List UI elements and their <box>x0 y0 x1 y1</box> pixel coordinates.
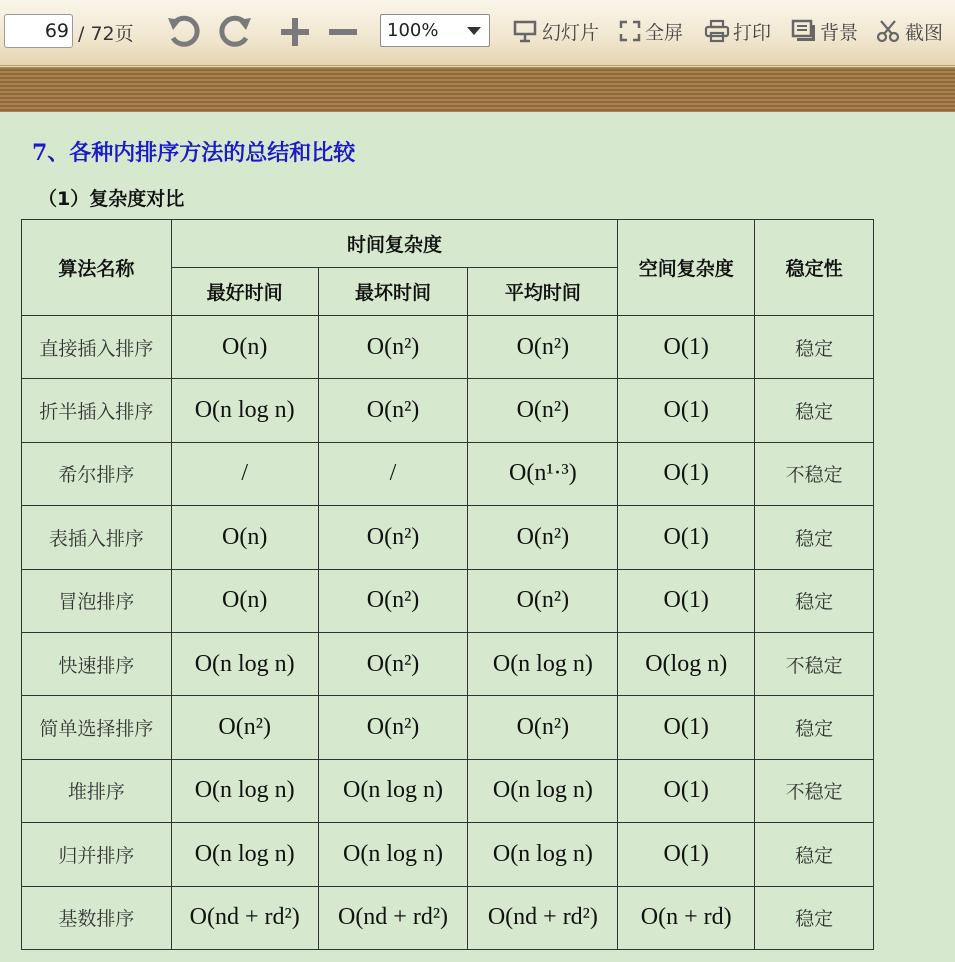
average-time: O(n log n) <box>468 759 618 822</box>
space-complexity: O(log n) <box>618 632 755 695</box>
rotate-right-icon[interactable] <box>216 12 256 52</box>
table-row <box>22 569 874 632</box>
average-time: O(n log n) <box>468 823 618 886</box>
algorithm-name: 归并排序 <box>22 823 172 886</box>
algorithm-name: 基数排序 <box>22 886 172 949</box>
worst-time: O(nd + rd²) <box>318 886 468 949</box>
slideshow-button[interactable] <box>513 18 599 44</box>
best-time: O(n log n) <box>171 823 318 886</box>
average-time: O(n²) <box>468 569 618 632</box>
table-row <box>22 886 874 949</box>
background-icon <box>791 19 817 43</box>
zoom-out-icon[interactable] <box>323 12 363 52</box>
algorithm-name: 折半插入排序 <box>22 379 172 442</box>
complexity-table <box>21 219 874 950</box>
table-row <box>22 316 874 379</box>
slideshow-icon <box>513 19 539 43</box>
algorithm-name: 堆排序 <box>22 759 172 822</box>
average-time: O(n²) <box>468 696 618 759</box>
print-button[interactable] <box>704 18 771 44</box>
header-worst: 最坏时间 <box>318 268 468 316</box>
table-row <box>22 632 874 695</box>
space-complexity: O(1) <box>618 759 755 822</box>
worst-time: O(n²) <box>318 379 468 442</box>
stability: 稳定 <box>755 696 874 759</box>
stability: 稳定 <box>755 506 874 569</box>
space-complexity: O(1) <box>618 506 755 569</box>
algorithm-name: 希尔排序 <box>22 442 172 505</box>
space-complexity: O(1) <box>618 696 755 759</box>
space-complexity: O(1) <box>618 316 755 379</box>
worst-time: / <box>318 442 468 505</box>
table-row <box>22 442 874 505</box>
stability: 稳定 <box>755 316 874 379</box>
best-time: O(n) <box>171 316 318 379</box>
header-average: 平均时间 <box>468 268 618 316</box>
space-complexity: O(1) <box>618 823 755 886</box>
space-complexity: O(1) <box>618 379 755 442</box>
screenshot-button[interactable] <box>876 18 943 44</box>
worst-time: O(n²) <box>318 316 468 379</box>
best-time: / <box>171 442 318 505</box>
algorithm-name: 直接插入排序 <box>22 316 172 379</box>
algorithm-name: 冒泡排序 <box>22 569 172 632</box>
space-complexity: O(1) <box>618 442 755 505</box>
average-time: O(n²) <box>468 316 618 379</box>
toolbar <box>0 0 955 66</box>
screenshot-label: 截图 <box>905 21 944 44</box>
table-row <box>22 696 874 759</box>
background-button[interactable] <box>791 18 858 44</box>
stability: 稳定 <box>755 886 874 949</box>
stability: 稳定 <box>755 379 874 442</box>
scissors-icon <box>876 19 902 43</box>
fullscreen-button[interactable] <box>618 18 683 44</box>
average-time: O(nd + rd²) <box>468 886 618 949</box>
best-time: O(n log n) <box>171 759 318 822</box>
header-time-complexity: 时间复杂度 <box>171 220 618 268</box>
best-time: O(n) <box>171 506 318 569</box>
zoom-select[interactable] <box>380 14 490 47</box>
table-row <box>22 506 874 569</box>
page-number-input[interactable]: 69 <box>4 14 73 48</box>
chevron-down-icon <box>467 27 481 35</box>
best-time: O(n) <box>171 569 318 632</box>
space-complexity: O(1) <box>618 569 755 632</box>
best-time: O(nd + rd²) <box>171 886 318 949</box>
algorithm-name: 快速排序 <box>22 632 172 695</box>
worst-time: O(n²) <box>318 506 468 569</box>
average-time: O(n¹·³) <box>468 442 618 505</box>
header-stability: 稳定性 <box>755 220 874 316</box>
stability: 不稳定 <box>755 632 874 695</box>
background-label: 背景 <box>820 21 859 44</box>
worst-time: O(n log n) <box>318 823 468 886</box>
average-time: O(n²) <box>468 506 618 569</box>
algorithm-name: 简单选择排序 <box>22 696 172 759</box>
print-label: 打印 <box>733 21 772 44</box>
printer-icon <box>704 19 730 43</box>
algorithm-name: 表插入排序 <box>22 506 172 569</box>
table-row <box>22 823 874 886</box>
header-best: 最好时间 <box>171 268 318 316</box>
average-time: O(n²) <box>468 379 618 442</box>
zoom-in-icon[interactable] <box>275 12 315 52</box>
header-algorithm: 算法名称 <box>22 220 172 316</box>
best-time: O(n²) <box>171 696 318 759</box>
average-time: O(n log n) <box>468 632 618 695</box>
best-time: O(n log n) <box>171 379 318 442</box>
best-time: O(n log n) <box>171 632 318 695</box>
slideshow-label: 幻灯片 <box>542 21 600 44</box>
document-page <box>0 112 955 962</box>
toolbar-divider-stripe <box>0 67 955 112</box>
stability: 不稳定 <box>755 759 874 822</box>
worst-time: O(n²) <box>318 632 468 695</box>
stability: 稳定 <box>755 569 874 632</box>
section-title: 7、各种内排序方法的总结和比较 <box>32 140 356 166</box>
page-total: / 72页 <box>78 23 134 45</box>
rotate-left-icon[interactable] <box>163 12 203 52</box>
table-row <box>22 379 874 442</box>
stability: 不稳定 <box>755 442 874 505</box>
worst-time: O(n log n) <box>318 759 468 822</box>
table-row <box>22 759 874 822</box>
section-subtitle: （1）复杂度对比 <box>38 188 185 210</box>
header-space: 空间复杂度 <box>618 220 755 316</box>
fullscreen-label: 全屏 <box>645 21 684 44</box>
worst-time: O(n²) <box>318 696 468 759</box>
worst-time: O(n²) <box>318 569 468 632</box>
zoom-value: 100% <box>387 20 439 41</box>
fullscreen-icon <box>618 19 642 43</box>
space-complexity: O(n + rd) <box>618 886 755 949</box>
stability: 稳定 <box>755 823 874 886</box>
